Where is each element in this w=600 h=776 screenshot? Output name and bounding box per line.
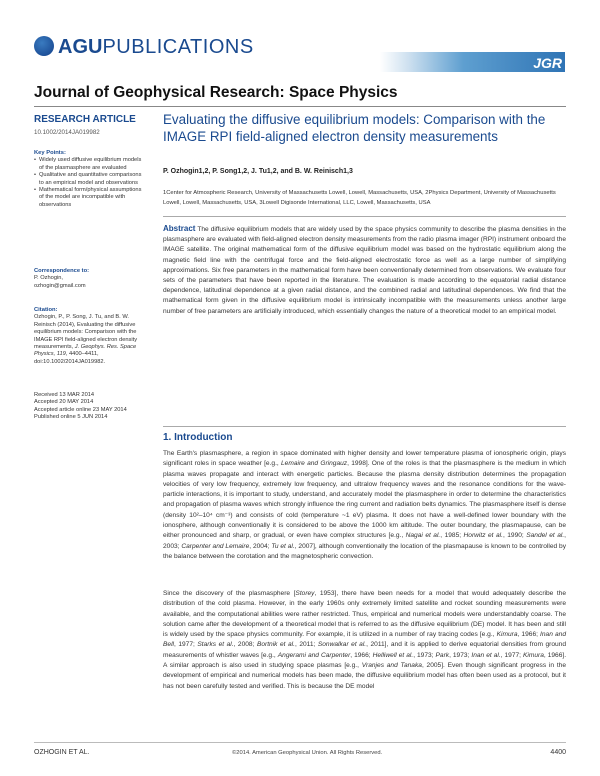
paragraph-text: , 1998]. One of the roles is that the plasmasphere is the medium in which plasma waves propagate and interact with energetic particles. Because the plasma density distribution determines the propagation velocities of very low frequency, extremely low frequency, and ultralow frequency waves and the resonance conditions for the wave-particle interactions, it is important to study, understand, and accurately model the plasmasphere in order to determine the characteristics and propagation of plasma waves which strongly influence the ring current and radiation belts dynamics. The plasmasphere itself is dense (density 10²–10⁴ cm⁻³) and consists of cold (temperature ~1 eV) plasma. It does not have a well-defined lower boundary with the ionosphere, although conventionally it is considered to be above the 1000 km altitude. The outer boundary, the plasmapause, can be either pronounced and sharp, or gradual, or even have complex structures [e.g.,	[163, 460, 567, 540]
journal-abbrev: JGR	[533, 55, 562, 71]
history-item: Accepted article online 23 MAY 2014	[34, 406, 127, 413]
paragraph-text: , 2008;	[233, 641, 257, 649]
paragraph-text: , 1953], there have been needs for a model that would adequately describe the distribution of the cold plasma. However, in the early 1960s only extremely limited satellite and rocket sounding measurements were available, and the computational abilities were rather restricted. Thus, empirical and numerical models were understandably coarse. The solution came after the development of a theoretical model that is referred to as the diffusive equilibrium (DE) model. It has been and still is widely used by the space physics community. For example, it is utilized in a number of ray tracing codes [e.g.,	[163, 590, 566, 639]
citation-ref: Inan et al.	[471, 651, 501, 659]
abstract	[163, 224, 566, 317]
citation	[34, 307, 142, 366]
paragraph-2	[163, 589, 566, 692]
list-item: • Mathematical form/physical assumptions of the model are incompatible with observations	[34, 187, 142, 209]
paragraph-text: , 1966;	[350, 651, 373, 659]
citation-ref: Angerami and Carpenter	[277, 651, 351, 659]
citation-ref: Lemaire and Gringauz	[281, 460, 348, 468]
abstract-text: The diffusive equilibrium models that are widely used by the space physics community to describe the plasma densities in the plasmasphere are evaluated with field-aligned electron density measurements from the radio plasma imager (RPI) instrument onboard the IMAGE satellite. The original mathematical form of the diffusive equilibrium model was based on the hydrostatic equilibrium along the magnetic field line with the centrifugal force and the field-aligned electrostatic force as well as a large number of simplifying approximations. Six free parameters in the mathematical form have been conventionally determined from observations. We evaluate four sets of the parameters that have been reported in the literature. The evaluation is made according to the equatorial radial distance dependence, latitudinal dependence at a given radial distance, and the combined radial and latitudinal dependences. We find that the mathematical form given in the diffusive equilibrium model is intrinsically incompatible with the measurements unless another large number of free parameters are artificially introduced, which essentially changes the nature of a theoretical model to an empirical model.	[163, 226, 566, 315]
publisher-logo	[58, 36, 254, 58]
list-item: • Qualitative and quantitative comparisons to an empirical model and observations	[34, 172, 142, 187]
citation-ref: Vranjes and Tanaka	[361, 662, 422, 670]
history-item: Received 13 MAR 2014	[34, 392, 95, 398]
page-number: 4400	[550, 749, 566, 756]
paragraph-text: , 1966;	[517, 631, 541, 639]
footer-copyright: ©2014. American Geophysical Union. All Rights Reserved.	[232, 750, 383, 756]
section-heading: 1. Introduction	[163, 432, 233, 443]
abstract-divider-top	[163, 216, 566, 217]
paragraph-text: , 1977;	[500, 651, 523, 659]
citation-ref: Bortnik et al.	[256, 641, 295, 649]
citation-ref: Tu et al.	[271, 542, 295, 550]
correspondence-email[interactable]: ozhogin@gmail.com	[34, 282, 86, 289]
paragraph-text: , 2007], although conventionally the location of the plasmapause is known to be controlled by the balance between the corotation and the magnetospheric convection.	[163, 542, 566, 560]
citation-journal: J. Geophys. Res. Space Physics, 119,	[34, 344, 137, 358]
paragraph-text: , 2011], and it is applied to derive equatorial densities from ground measurements of whistler waves [e.g.,	[163, 641, 567, 659]
paragraph-text: , 2003;	[163, 532, 566, 550]
correspondence-name: P. Ozhogin,	[34, 275, 63, 282]
footer-authors: OZHOGIN ET AL.	[34, 749, 90, 756]
citation-ref: Horwitz et al.	[463, 532, 503, 540]
history-item: Accepted 20 MAY 2014	[34, 399, 94, 406]
citation-text-a: Ozhogin, P., P. Song, J. Tu, and B. W. Reinisch (2014), Evaluating the diffusive equilibrium models: Comparison with the IMAGE RPI field-aligned electron density measurements,	[34, 314, 138, 351]
publisher-logo-rest: PUBLICATIONS	[102, 36, 254, 58]
citation-ref: Sandel et al.	[526, 532, 565, 540]
abstract-heading: Abstract	[163, 224, 196, 233]
citation-text	[34, 314, 142, 366]
article-doi[interactable]: 10.1002/2014JA019982	[34, 129, 100, 136]
journal-title: Journal of Geophysical Research: Space Physics	[34, 84, 398, 101]
correspondence-heading: Correspondence to:	[34, 268, 90, 274]
history-item: Published online 5 JUN 2014	[34, 414, 108, 421]
citation-ref: Kimura	[522, 651, 544, 659]
citation-text-b: 4400–4411, doi:10.1002/2014JA019982.	[34, 351, 106, 365]
paragraph-text: Since the discovery of the plasmasphere [	[163, 590, 296, 597]
header-divider	[34, 106, 566, 107]
author-affiliations: 1Center for Atmospheric Research, University of Massachusetts Lowell, Lowell, Massachusetts, USA, 2Physics Department, University of Massachusetts Lowell, Lowell, Massachusetts, USA, 3Lowell Digisonde International, LLC, Lowell, Massachusetts, USA	[163, 190, 556, 206]
key-points	[34, 150, 142, 209]
paragraph-text: , 2005]. Even though significant progress in the development of empirical and numerical models has been made, the diffusive equilibrium model has often been used as a protocol, but it has not been carefully tested and verified. This is because the DE model	[163, 662, 566, 690]
citation-ref: Inan and Bell	[163, 631, 566, 649]
paragraph-1	[163, 449, 566, 562]
citation-ref: Carpenter and Lemaire	[181, 542, 250, 550]
citation-ref: Kimura	[496, 631, 518, 639]
footer-divider	[34, 742, 566, 743]
paragraph-text: , 1985;	[440, 532, 464, 540]
paragraph-text: , 2004;	[249, 542, 272, 550]
article-title: Evaluating the diffusive equilibrium models: Comparison with the IMAGE RPI field-aligned electron density measurements	[163, 112, 546, 144]
paragraph-text: , 1973;	[449, 651, 472, 659]
agu-globe-icon	[34, 36, 54, 56]
paragraph-text: , 1977;	[174, 641, 198, 649]
key-points-heading: Key Points:	[34, 150, 66, 156]
paragraph-text: , 1990;	[502, 532, 527, 540]
list-item: • Widely used diffusive equilibrium models of the plasmasphere are evaluated	[34, 157, 142, 172]
abstract-divider-bottom	[163, 426, 566, 427]
paragraph-text: , 2011;	[294, 641, 318, 649]
paragraph-text: The Earth's plasmasphere, a region in space dominated with higher density and lower temperature plasma of ionospheric origin, plays significant roles in space weather [e.g.,	[163, 450, 566, 468]
citation-ref: Starks et al.	[197, 641, 234, 649]
citation-ref: Helliwell et al.	[372, 651, 414, 659]
citation-heading: Citation:	[34, 307, 58, 313]
article-history	[34, 392, 142, 422]
citation-ref: Park	[435, 651, 450, 659]
article-type: RESEARCH ARTICLE	[34, 114, 136, 125]
paragraph-text: , 1966]. A similar approach is also used in studying space plasmas [e.g.,	[163, 651, 567, 670]
article-authors: P. Ozhogin1,2, P. Song1,2, J. Tu1,2, and B. W. Reinisch1,3	[163, 168, 353, 175]
key-points-list	[34, 157, 142, 209]
citation-ref: Sonwalkar et al.	[317, 641, 367, 649]
paragraph-text: , 1973;	[413, 651, 436, 659]
citation-ref: Nagai et al.	[405, 532, 441, 540]
publisher-logo-bold: AGU	[58, 36, 103, 58]
correspondence	[34, 268, 142, 290]
citation-ref: Storey	[295, 590, 315, 597]
